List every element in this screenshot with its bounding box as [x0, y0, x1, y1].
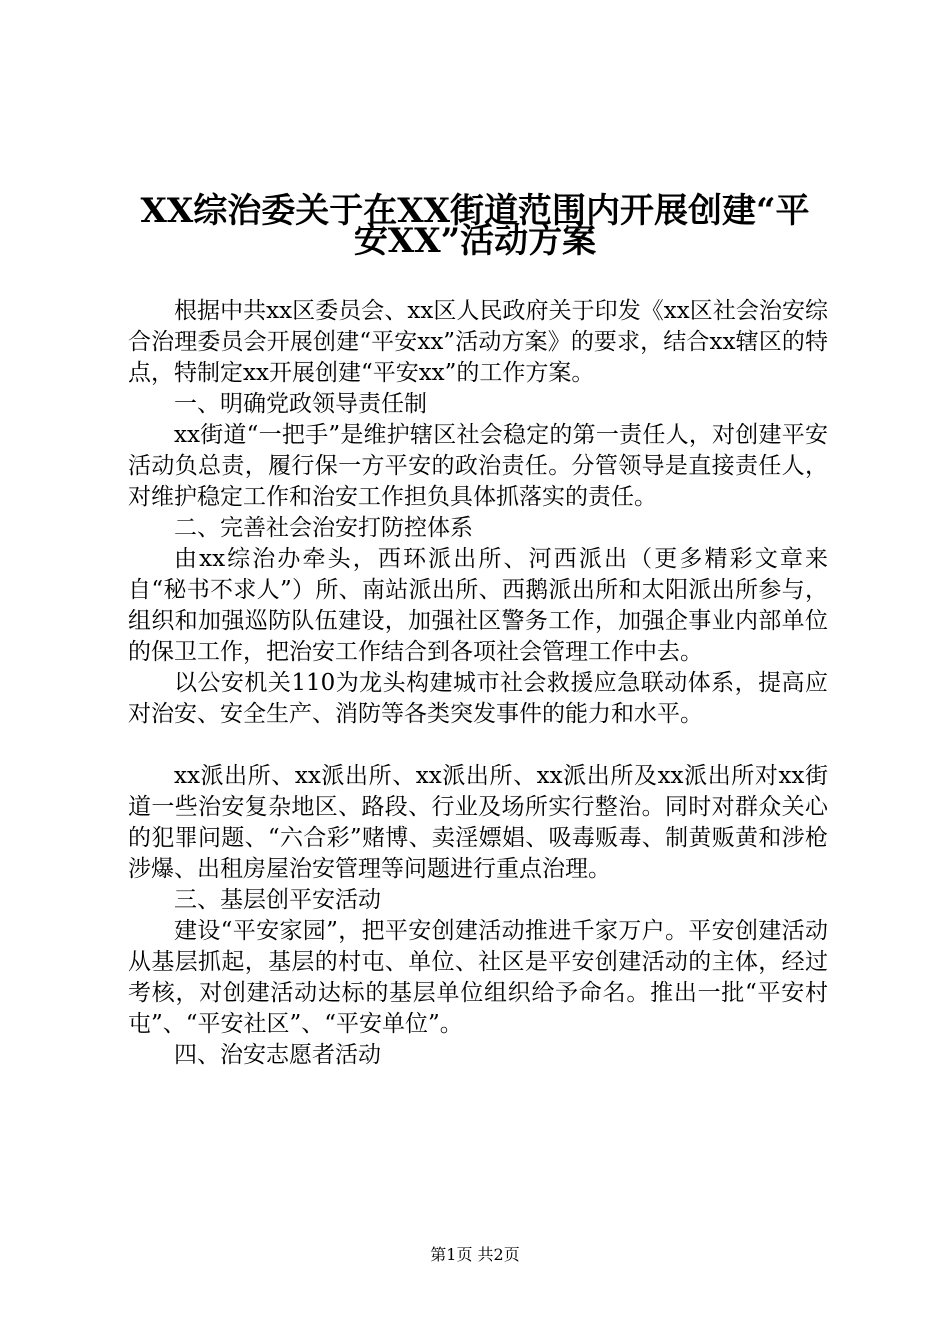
section-2-paragraph-3: xx派出所、xx派出所、xx派出所、xx派出所及xx派出所对xx街道一些治安复杂地区、路段、行业及场所实行整治。同时对群众关心的犯罪问题、“六合彩”赌博、卖淫嫖娼、吸毒贩毒、制黄贩黄和涉枪涉爆、出租房屋治安管理等问题进行重点治理。: [128, 763, 828, 882]
section-1-paragraph: xx街道“一把手”是维护辖区社会稳定的第一责任人，对创建平安活动负总责，履行保一方平安的政治责任。分管领导是直接责任人，对维护稳定工作和治安工作担负具体抓落实的责任。: [128, 422, 828, 510]
document-title-line-2: 安XX”活动方案: [353, 221, 597, 261]
section-2-paragraph-1: 由xx综治办牵头，西环派出所、河西派出（更多精彩文章来自“秘书不求人”）所、南站派出所、西鹅派出所和太阳派出所参与，组织和加强巡防队伍建设，加强社区警务工作，加强企事业内部单位的保卫工作，把治安工作结合到各项社会管理工作中去。: [128, 546, 828, 665]
section-heading-2: 二、完善社会治安打防控体系: [174, 515, 473, 541]
intro-paragraph: 根据中共xx区委员会、xx区人民政府关于印发《xx区社会治安综合治理委员会开展创建“平安xx”活动方案》的要求，结合xx辖区的特点，特制定xx开展创建“平安xx”的工作方案。: [128, 298, 828, 386]
paragraph-spacer: [128, 730, 828, 761]
section-heading-1: 一、明确党政领导责任制: [174, 391, 427, 417]
section-2-paragraph-2: 以公安机关110为龙头构建城市社会救援应急联动体系，提高应对治安、安全生产、消防等各类突发事件的能力和水平。: [128, 670, 828, 727]
section-3-paragraph: 建设“平安家园”，把平安创建活动推进千家万户。平安创建活动从基层抓起，基层的村屯、单位、社区是平安创建活动的主体，经过考核，对创建活动达标的基层单位组织给予命名。推出一批“平安村屯”、“平安社区”、“平安单位”。: [128, 918, 828, 1037]
section-heading-4: 四、治安志愿者活动: [174, 1042, 381, 1068]
document-body: [128, 296, 828, 1071]
page-number-footer: 第1页 共2页: [430, 1245, 520, 1264]
section-heading-3: 三、基层创平安活动: [174, 887, 381, 913]
document-title-line-1: XX综治委关于在XX街道范围内开展创建“平: [140, 191, 810, 231]
